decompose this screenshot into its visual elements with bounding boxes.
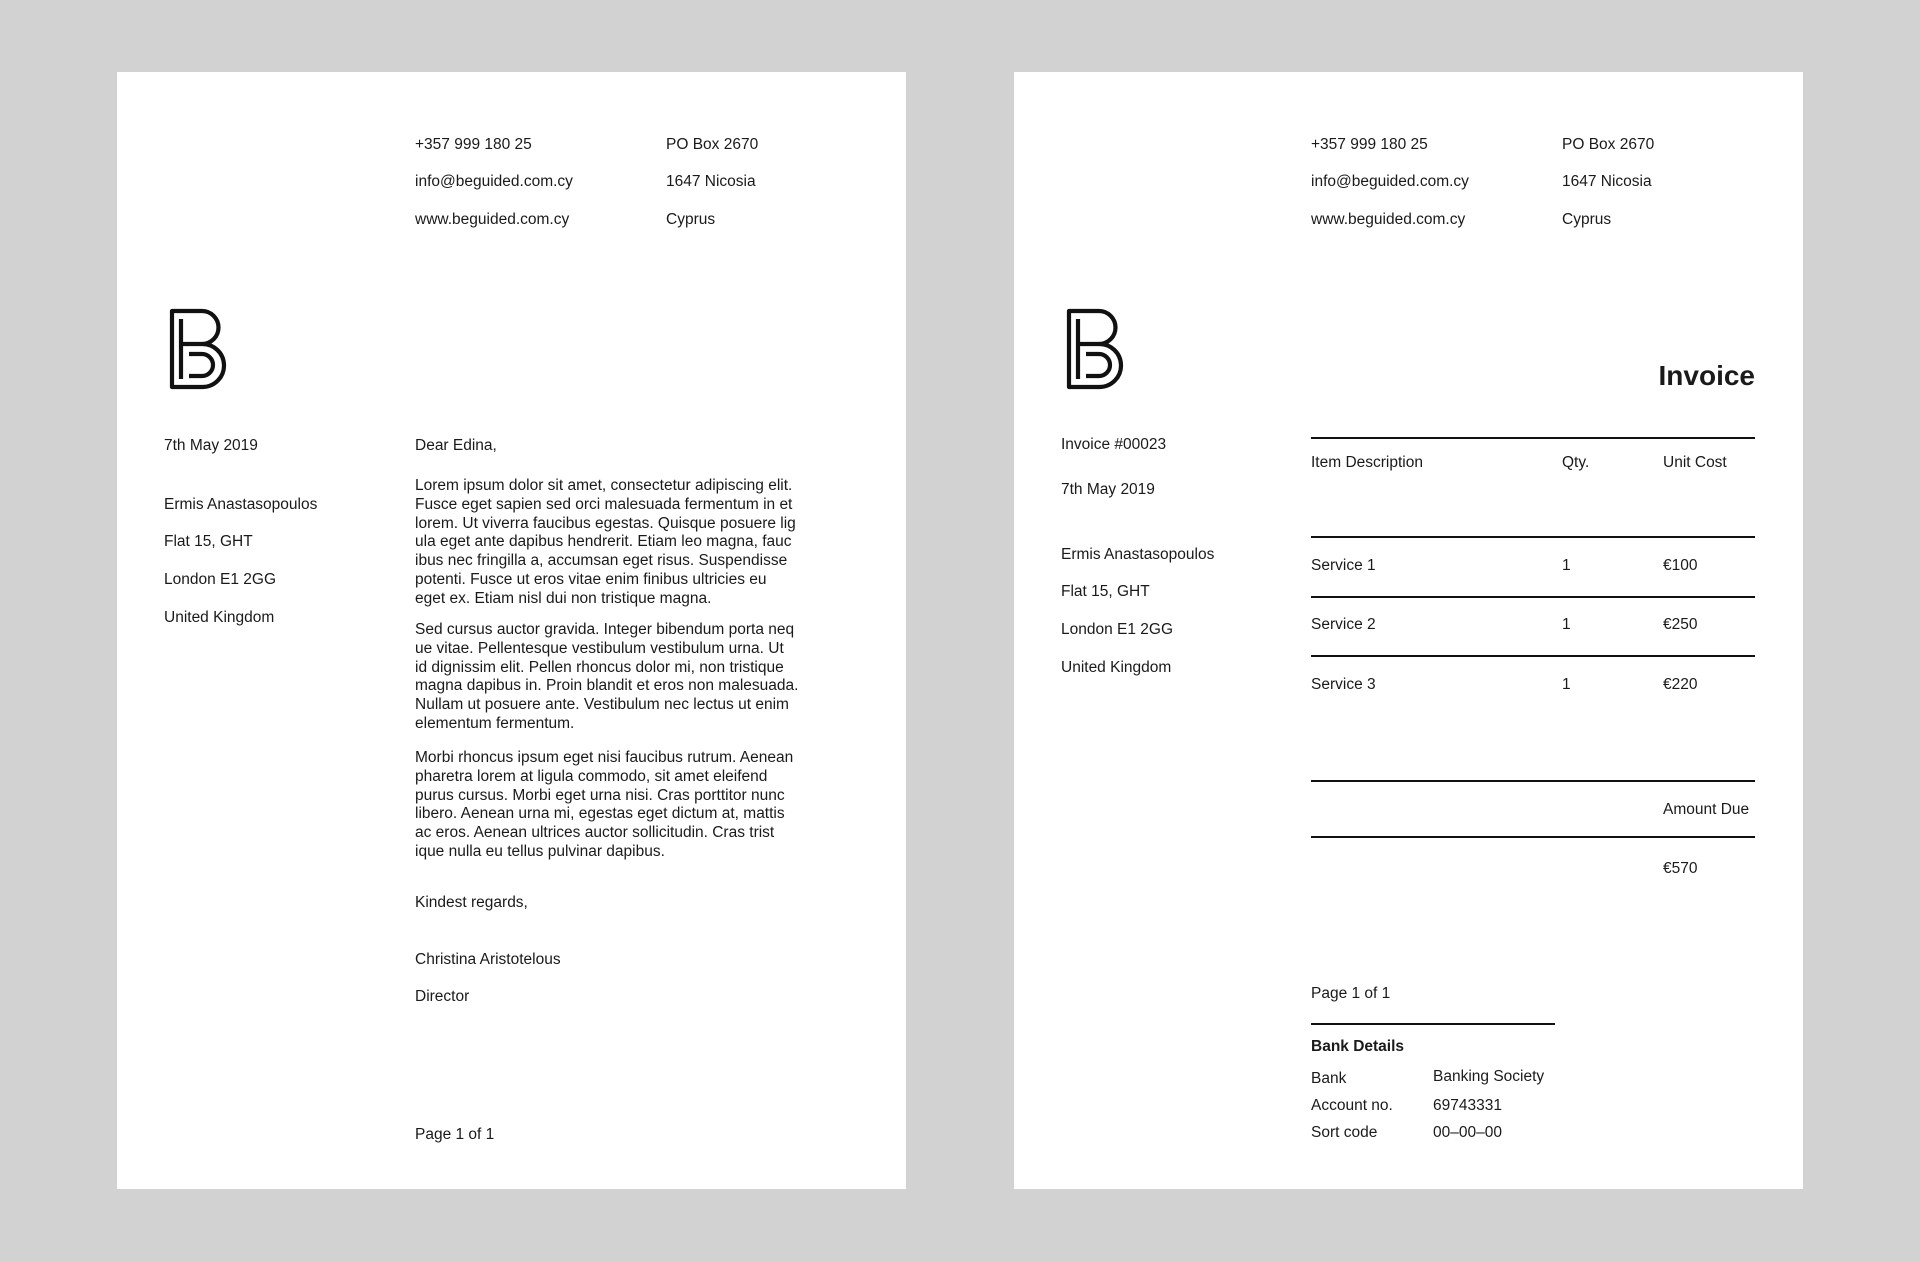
contact-email: info@beguided.com.cy bbox=[415, 173, 573, 191]
item-description: Service 1 bbox=[1311, 557, 1376, 574]
letter-salutation: Dear Edina, bbox=[415, 437, 497, 454]
item-unit-cost: €220 bbox=[1663, 676, 1698, 693]
item-unit-cost: €100 bbox=[1663, 557, 1698, 574]
item-qty: 1 bbox=[1562, 616, 1571, 633]
address-city: 1647 Nicosia bbox=[666, 173, 756, 191]
amount-due-value: €570 bbox=[1663, 860, 1698, 877]
address-country: Cyprus bbox=[1562, 210, 1612, 228]
table-row bbox=[1014, 655, 1803, 715]
invoice-page bbox=[1014, 72, 1803, 1189]
brand-logo bbox=[1064, 307, 1128, 391]
brand-logo bbox=[167, 307, 231, 391]
address-block bbox=[1562, 117, 1654, 249]
item-qty: 1 bbox=[1562, 557, 1571, 574]
amount-due-label: Amount Due bbox=[1663, 801, 1750, 818]
recipient-name: Ermis Anastasopoulos bbox=[164, 495, 318, 513]
invoice-date: 7th May 2019 bbox=[1061, 481, 1155, 498]
recipient-line-2: London E1 2GG bbox=[1061, 620, 1174, 638]
column-header-unit-cost: Unit Cost bbox=[1663, 454, 1727, 471]
signatory-title: Director bbox=[415, 988, 470, 1006]
bank-details-heading: Bank Details bbox=[1311, 1038, 1405, 1055]
table-top-rule bbox=[1311, 437, 1755, 439]
invoice-number: Invoice #00023 bbox=[1061, 436, 1167, 453]
contact-phone: +357 999 180 25 bbox=[415, 135, 532, 153]
account-number-value: 69743331 bbox=[1433, 1097, 1502, 1114]
bank-label: Bank bbox=[1311, 1070, 1347, 1087]
recipient-line-1: Flat 15, GHT bbox=[164, 533, 253, 551]
table-row bbox=[1014, 536, 1803, 596]
recipient-line-3: United Kingdom bbox=[1061, 658, 1172, 676]
letter-signature bbox=[415, 932, 825, 1026]
address-po-box: PO Box 2670 bbox=[1562, 135, 1655, 153]
address-po-box: PO Box 2670 bbox=[666, 135, 759, 153]
letter-page bbox=[117, 72, 906, 1189]
address-country: Cyprus bbox=[666, 210, 716, 228]
invoice-page-number: Page 1 of 1 bbox=[1311, 985, 1391, 1002]
bank-value: Banking Society bbox=[1433, 1068, 1545, 1085]
letter-date: 7th May 2019 bbox=[164, 437, 258, 454]
bank-details-rule bbox=[1311, 1023, 1555, 1025]
item-description: Service 3 bbox=[1311, 676, 1376, 693]
recipient-line-2: London E1 2GG bbox=[164, 570, 277, 588]
sort-code-label: Sort code bbox=[1311, 1124, 1378, 1141]
address-city: 1647 Nicosia bbox=[1562, 173, 1652, 191]
item-qty: 1 bbox=[1562, 676, 1571, 693]
recipient-name: Ermis Anastasopoulos bbox=[1061, 545, 1215, 563]
contact-website: www.beguided.com.cy bbox=[1311, 210, 1466, 228]
signatory-name: Christina Aristotelous bbox=[415, 950, 561, 968]
column-header-qty: Qty. bbox=[1562, 454, 1590, 471]
letter-paragraph-2: Sed cursus auctor gravida. Integer bibendum porta neq ue vitae. Pellentesque vestibulum vestibulum urna. Ut id dignissim elit. Pellen rhoncus dolor mi, non tristique magna dapibus in. Proin blandit et eros non malesuada. Nullam ut posuere ante. Vestibulum nec lectus ut enim elementum fermentum. bbox=[415, 621, 799, 732]
address-block bbox=[666, 117, 758, 249]
letter-closing: Kindest regards, bbox=[415, 894, 528, 911]
table-row bbox=[1014, 596, 1803, 656]
letter-page-number: Page 1 of 1 bbox=[415, 1126, 495, 1143]
amount-due-top-rule bbox=[1311, 780, 1755, 782]
letter-recipient-address bbox=[164, 477, 317, 646]
contact-block bbox=[1311, 117, 1469, 249]
amount-due-rule bbox=[1311, 836, 1755, 838]
letter-paragraph-1: Lorem ipsum dolor sit amet, consectetur adipiscing elit. Fusce eget sapien sed orci malesuada fermentum in et lorem. Ut viverra faucibus egestas. Quisque posuere lig ula eget ante dapibus hendrerit. Etiam leo magna, fauc ibus nec fringilla a, accumsan eget risus. Suspendisse potenti. Fusce ut eros vitae enim finibus ultricies eu eget ex. Etiam nisl dui non tristique magna. bbox=[415, 477, 796, 607]
contact-website: www.beguided.com.cy bbox=[415, 210, 570, 228]
column-header-description: Item Description bbox=[1311, 454, 1423, 471]
contact-email: info@beguided.com.cy bbox=[1311, 173, 1469, 191]
item-unit-cost: €250 bbox=[1663, 616, 1698, 633]
item-description: Service 2 bbox=[1311, 616, 1376, 633]
contact-block bbox=[415, 117, 573, 249]
contact-phone: +357 999 180 25 bbox=[1311, 135, 1428, 153]
recipient-line-3: United Kingdom bbox=[164, 608, 275, 626]
account-number-label: Account no. bbox=[1311, 1097, 1393, 1114]
sort-code-value: 00–00–00 bbox=[1433, 1124, 1502, 1141]
invoice-title: Invoice bbox=[1658, 360, 1755, 391]
letter-paragraph-3: Morbi rhoncus ipsum eget nisi faucibus rutrum. Aenean pharetra lorem at ligula commodo, sit amet eleifend purus cursus. Morbi eget urna nisi. Cras porttitor nunc libero. Aenean urna mi, egestas eget dictum at, mattis ac eros. Aenean ultrices auctor sollicitudin. Cras trist ique nulla eu tellus pulvinar dapibus. bbox=[415, 749, 794, 860]
recipient-line-1: Flat 15, GHT bbox=[1061, 583, 1150, 601]
